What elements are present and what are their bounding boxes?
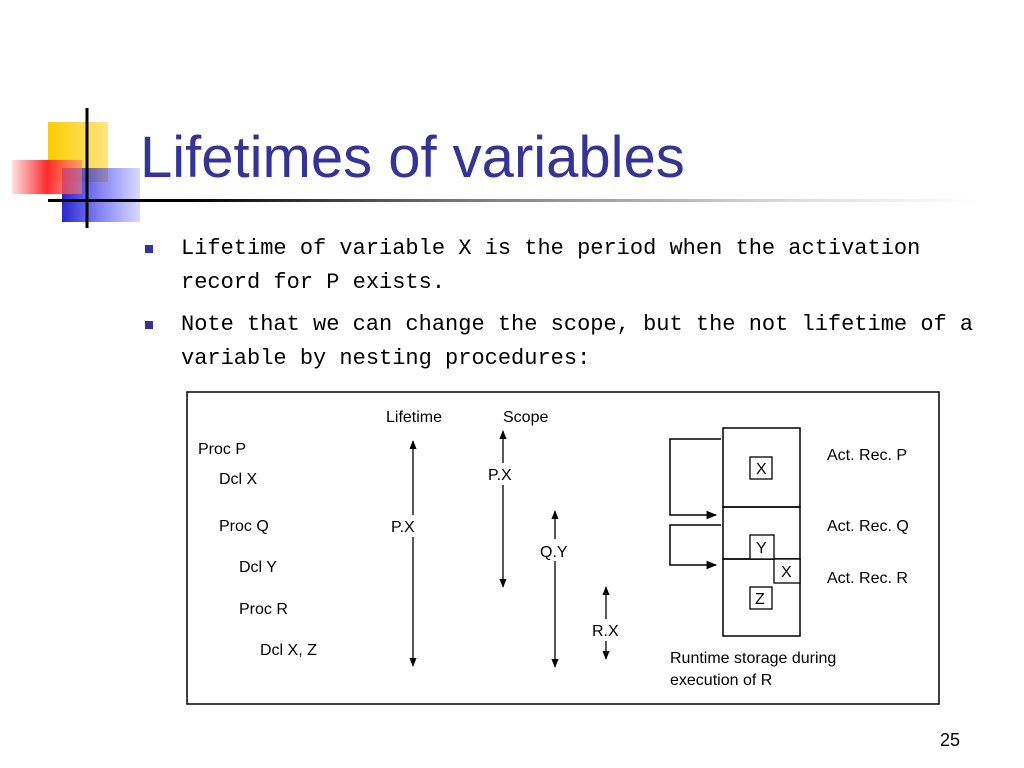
cell-r-z-text: Z [755, 591, 765, 608]
slide-title: Lifetimes of variables [140, 125, 685, 190]
act-rec-p-label: Act. Rec. P [827, 447, 908, 464]
page-number: 25 [939, 730, 961, 750]
square-bullet-icon [145, 321, 153, 329]
code-line-dcl-xz: Dcl X, Z [260, 642, 317, 659]
code-line-dcl-x: Dcl X [219, 471, 258, 488]
runtime-caption-line-1: Runtime storage during [670, 650, 837, 667]
lifetime-label-px: P.X [391, 519, 415, 536]
runtime-caption-line-2: execution of R [670, 672, 773, 689]
bullet-text: Note that we can change the scope, but the not lifetime of a variable by nesting procedures: [181, 312, 974, 371]
code-line-dcl-y: Dcl Y [239, 559, 277, 576]
code-line-proc-p: Proc P [198, 441, 247, 458]
scope-header: Scope [503, 409, 549, 426]
title-underline [48, 199, 978, 202]
bullet-list [140, 232, 1000, 384]
cell-r-x-text: X [781, 564, 792, 581]
cell-q-y-text: Y [756, 540, 767, 557]
bullet-item [140, 308, 1000, 376]
lifetime-header: Lifetime [386, 409, 443, 426]
code-line-proc-q: Proc Q [219, 518, 269, 535]
scope-lifetime-diagram [186, 391, 940, 705]
act-rec-r-label: Act. Rec. R [827, 570, 908, 587]
scope-label-px: P.X [488, 467, 512, 484]
code-line-proc-r: Proc R [239, 601, 288, 618]
act-rec-q-label: Act. Rec. Q [827, 518, 909, 535]
cell-p-x-text: X [756, 461, 767, 478]
scope-label-rx: R.X [592, 623, 619, 640]
square-bullet-icon [145, 245, 153, 253]
bullet-item [140, 232, 1000, 300]
bullet-text: Lifetime of variable X is the period when the activation record for P exists. [181, 236, 921, 295]
scope-label-qy: Q.Y [540, 544, 568, 561]
